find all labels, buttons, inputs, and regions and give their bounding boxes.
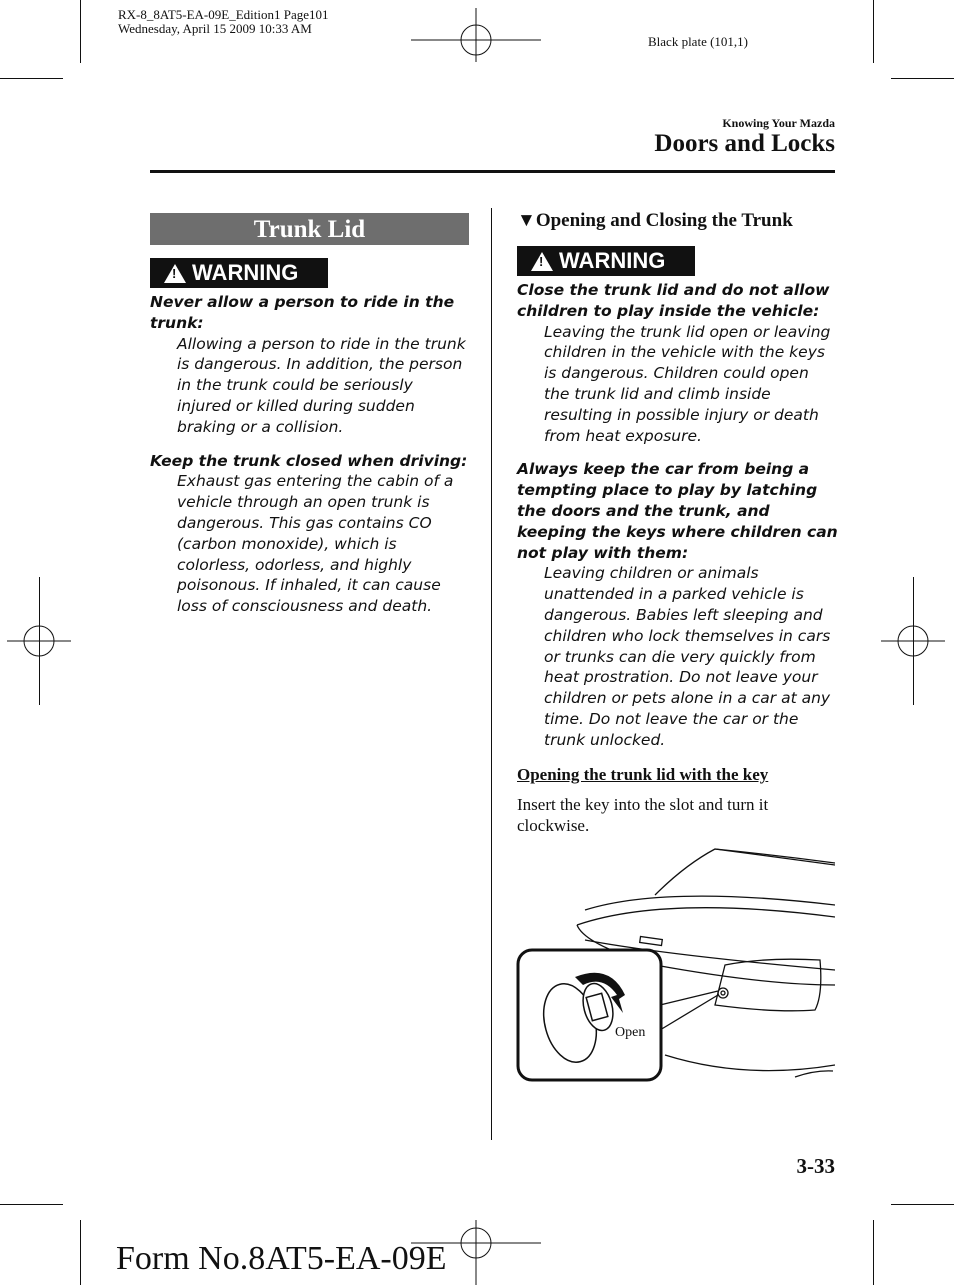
key-instructions-heading: Opening the trunk lid with the key	[517, 765, 769, 784]
warning-body: Allowing a person to ride in the trunk is dangerous. In addition, the person in the trunk could be seriously injured or killed during sudden braking or a collision.	[177, 334, 466, 436]
warning-heading: Keep the trunk closed when driving:	[150, 451, 468, 470]
chapter-title: Knowing Your Mazda	[722, 116, 835, 130]
trunk-lid-heading: Trunk Lid	[150, 213, 469, 245]
figure-label-open: Open	[615, 1025, 646, 1040]
warning-body: Leaving the trunk lid open or leaving children in the vehicle with the keys is dangerous. Children could open the trunk lid and climb inside resulting in possible injury or death from heat exposure.	[544, 322, 831, 445]
right-warning-text	[517, 280, 839, 751]
warning-heading: Always keep the car from being a tempting place to play by latching the doors and the trunk, and keeping the keys where children can not play with them:	[517, 460, 838, 562]
warning-heading: Close the trunk lid and do not allow children to play inside the vehicle:	[517, 281, 830, 320]
print-job-line: RX-8_8AT5-EA-09E_Edition1 Page101	[118, 7, 329, 22]
warning-heading: Never allow a person to ride in the trunk:	[150, 293, 455, 332]
triangle-down-icon: ▼	[517, 210, 536, 231]
warning-label: WARNING	[192, 260, 299, 285]
warning-icon: !	[164, 264, 186, 283]
warning-body: Exhaust gas entering the cabin of a vehicle through an open trunk is dangerous. This gas contains CO (carbon monoxide), which is colorless, odorless, and highly poisonous. If inhaled, it can cause loss of consciousness and death.	[177, 472, 454, 616]
page-number: 3-33	[796, 1154, 835, 1178]
header-rule	[150, 170, 835, 173]
form-number: Form No.8AT5-EA-09E	[116, 1240, 447, 1277]
print-date-line: Wednesday, April 15 2009 10:33 AM	[118, 21, 312, 36]
left-warning-text	[150, 292, 472, 617]
key-instructions-text: Insert the key into the slot and turn it clockwise.	[517, 795, 769, 835]
subsection-heading: ▼Opening and Closing the Trunk	[517, 210, 793, 231]
section-title: Doors and Locks	[654, 130, 835, 157]
warning-icon: !	[531, 252, 553, 271]
trunk-key-illustration	[515, 845, 835, 1085]
column-divider	[491, 208, 492, 1140]
warning-body: Leaving children or animals unattended in a parked vehicle is dangerous. Babies left sleeping and children who lock themselves in cars or trunks can die very quickly from heat prostration. Do not leave your children or pets alone in a car at any time. Do not leave the car or the trunk unlocked.	[544, 564, 831, 749]
plate-info: Black plate (101,1)	[648, 34, 748, 49]
warning-label: WARNING	[559, 248, 666, 273]
warning-badge-right	[517, 246, 695, 276]
warning-badge-left	[150, 258, 328, 288]
